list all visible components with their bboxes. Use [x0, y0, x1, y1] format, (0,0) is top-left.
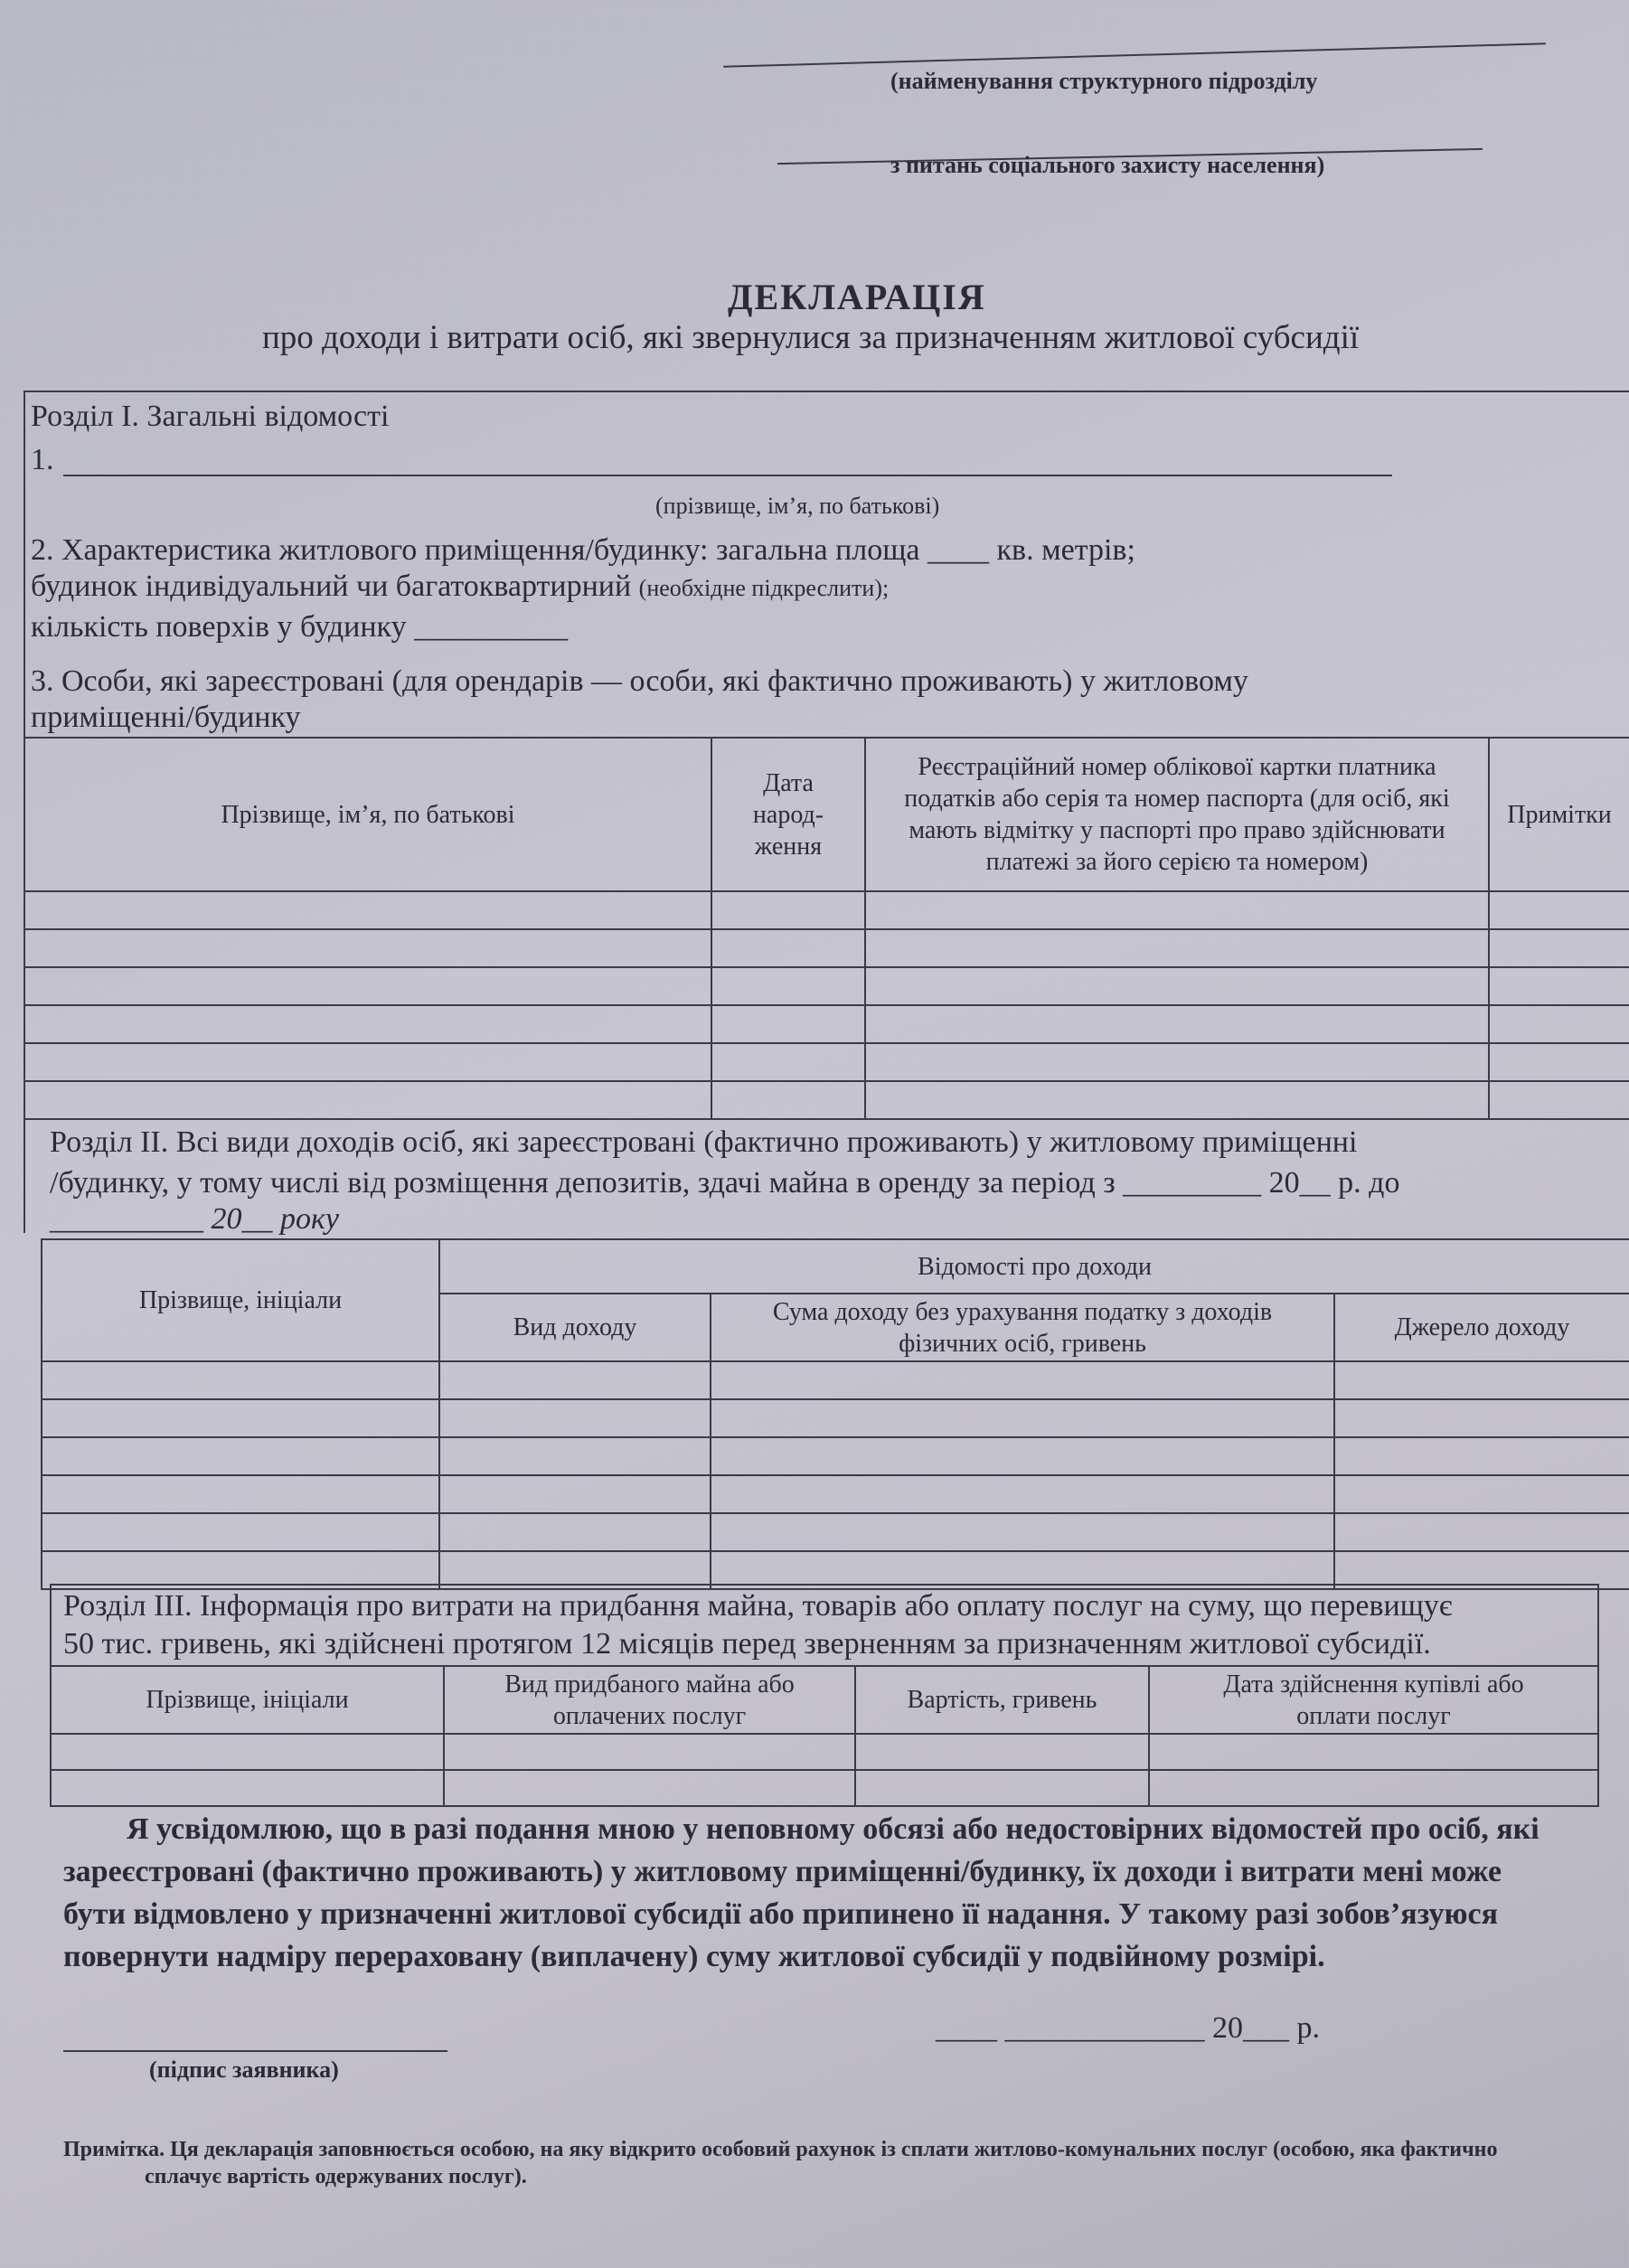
- col-header-income-source: Джерело доходу: [1334, 1294, 1629, 1361]
- table-row: [42, 1513, 1629, 1551]
- table-row: [51, 1770, 1598, 1806]
- section-1-item-2-line-2: [31, 569, 889, 604]
- header-caption-1: (найменування структурного підрозділу: [890, 68, 1318, 94]
- building-type-note: (необхідне підкреслити);: [638, 575, 890, 601]
- col-header-expense-name: Прізвище, ініціали: [51, 1666, 444, 1734]
- table-cell[interactable]: [1334, 1361, 1629, 1399]
- table-cell[interactable]: [1489, 1081, 1629, 1119]
- page-title: ДЕКЛАРАЦІЯ: [728, 277, 986, 317]
- col-header-income-kind: Вид доходу: [439, 1294, 711, 1361]
- table-cell[interactable]: [439, 1437, 711, 1475]
- table-cell[interactable]: [1334, 1399, 1629, 1437]
- table-cell[interactable]: [711, 1513, 1334, 1551]
- table-cell[interactable]: [42, 1361, 439, 1399]
- table-cell[interactable]: [1489, 1043, 1629, 1081]
- section-3-text-2: 50 тис. гривень, які здійснені протягом 12 місяців перед зверненням за призначенням житлової субсидії.: [63, 1627, 1431, 1661]
- table-cell[interactable]: [711, 967, 865, 1005]
- section-1-item-1-number: 1.: [31, 443, 54, 476]
- table-cell[interactable]: [711, 1081, 865, 1119]
- section-1-item-2: 2. Характеристика житлового приміщення/будинку: загальна площа ____ кв. метрів;: [31, 533, 1135, 567]
- table-cell[interactable]: [439, 1399, 711, 1437]
- table-row: [42, 1399, 1629, 1437]
- statement-line-2: зареєстровані (фактично проживають) у житловому приміщенні/будинку, їх доходи і витрати мені може: [63, 1855, 1502, 1888]
- col-header-expense-date: Дата здійснення купівлі або оплати послуг: [1149, 1666, 1598, 1734]
- table-row: [24, 891, 1629, 929]
- table-row: [51, 1734, 1598, 1770]
- footnote-line-1: Примітка. Ця декларація заповнюється особою, на яку відкрито особовий рахунок із сплати житлово-комунальних послуг (особою, яка фактично: [63, 2138, 1498, 2161]
- table-cell[interactable]: [711, 1005, 865, 1043]
- table-cell[interactable]: [711, 1399, 1334, 1437]
- table-cell[interactable]: [865, 1081, 1489, 1119]
- table-cell[interactable]: [1489, 967, 1629, 1005]
- table-cell[interactable]: [42, 1437, 439, 1475]
- table-cell[interactable]: [865, 929, 1489, 967]
- table-row: [24, 929, 1629, 967]
- signature-caption: (підпис заявника): [149, 2056, 339, 2083]
- table-row: [24, 1005, 1629, 1043]
- section-2-text-2: /будинку, у тому числі від розміщення депозитів, здачі майна в оренду за період з _________ 20__ р. до: [50, 1166, 1400, 1200]
- table-cell[interactable]: [24, 1005, 711, 1043]
- statement-line-3: бути відмовлено у призначенні житлової субсидії або припинено її надання. У такому разі зобов’язуюся: [63, 1897, 1499, 1931]
- table-cell[interactable]: [42, 1399, 439, 1437]
- table-row: [42, 1475, 1629, 1513]
- table-cell[interactable]: [24, 891, 711, 929]
- section-1-item-2-line-3: кількість поверхів у будинку __________: [31, 610, 569, 644]
- table-row: [24, 1081, 1629, 1119]
- table-cell[interactable]: [711, 929, 865, 967]
- table-cell[interactable]: [444, 1770, 855, 1806]
- table-cell[interactable]: [444, 1734, 855, 1770]
- table-cell[interactable]: [711, 891, 865, 929]
- table-cell[interactable]: [865, 967, 1489, 1005]
- table-cell[interactable]: [1489, 891, 1629, 929]
- table-cell[interactable]: [24, 1081, 711, 1119]
- table-cell[interactable]: [855, 1734, 1149, 1770]
- table-cell[interactable]: [439, 1513, 711, 1551]
- statement-line-1: Я усвідомлюю, що в разі подання мною у неповному обсязі або недостовірних відомостей про осіб, які: [127, 1812, 1540, 1846]
- registered-persons-table: [24, 737, 1629, 1120]
- table-cell[interactable]: [1334, 1475, 1629, 1513]
- table-cell[interactable]: [24, 1043, 711, 1081]
- col-header-expense-cost: Вартість, гривень: [855, 1666, 1149, 1734]
- table-row: [24, 967, 1629, 1005]
- footnote-line-2: сплачує вартість одержуваних послуг).: [145, 2165, 527, 2188]
- full-name-caption: (прізвище, ім’я, по батькові): [655, 493, 940, 519]
- section-2-text-1: Розділ II. Всі види доходів осіб, які зареєстровані (фактично проживають) у житловому приміщенні: [50, 1125, 1358, 1159]
- income-table: [41, 1238, 1629, 1590]
- table-cell[interactable]: [1334, 1437, 1629, 1475]
- table-cell[interactable]: [51, 1770, 444, 1806]
- section-1-item-3: 3. Особи, які зареєстровані (для орендарів — особи, які фактично проживають) у житловому: [31, 664, 1248, 698]
- table-cell[interactable]: [711, 1475, 1334, 1513]
- expenses-table: [50, 1665, 1599, 1807]
- section-3-text-1: Розділ III. Інформація про витрати на придбання майна, товарів або оплату послуг на суму, що перевищує: [63, 1589, 1453, 1623]
- header-line-1: [723, 42, 1546, 67]
- table-cell[interactable]: [711, 1361, 1334, 1399]
- col-header-income-info: Відомості про доходи: [439, 1239, 1629, 1294]
- section-2-text-3: __________ 20__ року: [50, 1202, 339, 1236]
- col-header-name-initials: Прізвище, ініціали: [42, 1239, 439, 1361]
- col-header-notes: Примітки: [1489, 738, 1629, 891]
- table-cell[interactable]: [711, 1437, 1334, 1475]
- table-cell[interactable]: [24, 929, 711, 967]
- col-header-birth-date: Дата народ-ження: [711, 738, 865, 891]
- table-row: [42, 1437, 1629, 1475]
- building-type-text: будинок індивідуальний чи багатоквартирний: [31, 569, 632, 603]
- table-cell[interactable]: [439, 1361, 711, 1399]
- signature-line[interactable]: [63, 2050, 447, 2052]
- table-cell[interactable]: [1489, 1005, 1629, 1043]
- table-cell[interactable]: [1149, 1770, 1598, 1806]
- full-name-field-line[interactable]: [63, 475, 1392, 476]
- table-row: [24, 1043, 1629, 1081]
- col-header-expense-kind: Вид придбаного майна або оплачених послуг: [444, 1666, 855, 1734]
- table-cell[interactable]: [1489, 929, 1629, 967]
- table-cell[interactable]: [711, 1043, 865, 1081]
- table-cell[interactable]: [855, 1770, 1149, 1806]
- col-header-income-sum: Сума доходу без урахування податку з доходів фізичних осіб, гривень: [711, 1294, 1334, 1361]
- table-cell[interactable]: [1149, 1734, 1598, 1770]
- col-header-registration-number: Реєстраційний номер облікової картки платника податків або серія та номер паспорта (для осіб, які мають відмітку у паспорті про право здійснювати платежі за його серією та номером): [865, 738, 1489, 891]
- table-cell[interactable]: [51, 1734, 444, 1770]
- header-caption-2: з питань соціального захисту населення): [890, 152, 1325, 178]
- col-header-full-name: Прізвище, ім’я, по батькові: [24, 738, 711, 891]
- table-cell[interactable]: [865, 1005, 1489, 1043]
- table-cell[interactable]: [42, 1513, 439, 1551]
- table-cell[interactable]: [865, 1043, 1489, 1081]
- table-cell[interactable]: [42, 1475, 439, 1513]
- statement-line-4: повернути надміру перераховану (виплачену) суму житлової субсидії у подвійному розмірі.: [63, 1940, 1325, 1973]
- table-cell[interactable]: [24, 967, 711, 1005]
- section-1-item-3-line-2: приміщенні/будинку: [31, 701, 301, 734]
- table-cell[interactable]: [1334, 1513, 1629, 1551]
- table-cell[interactable]: [439, 1475, 711, 1513]
- signature-date[interactable]: ____ _____________ 20___ р.: [936, 2011, 1320, 2045]
- table-cell[interactable]: [865, 891, 1489, 929]
- section-1-heading: Розділ I. Загальні відомості: [31, 400, 390, 433]
- page-subtitle: про доходи і витрати осіб, які звернулися за призначенням житлової субсидії: [262, 319, 1360, 356]
- table-row: [42, 1361, 1629, 1399]
